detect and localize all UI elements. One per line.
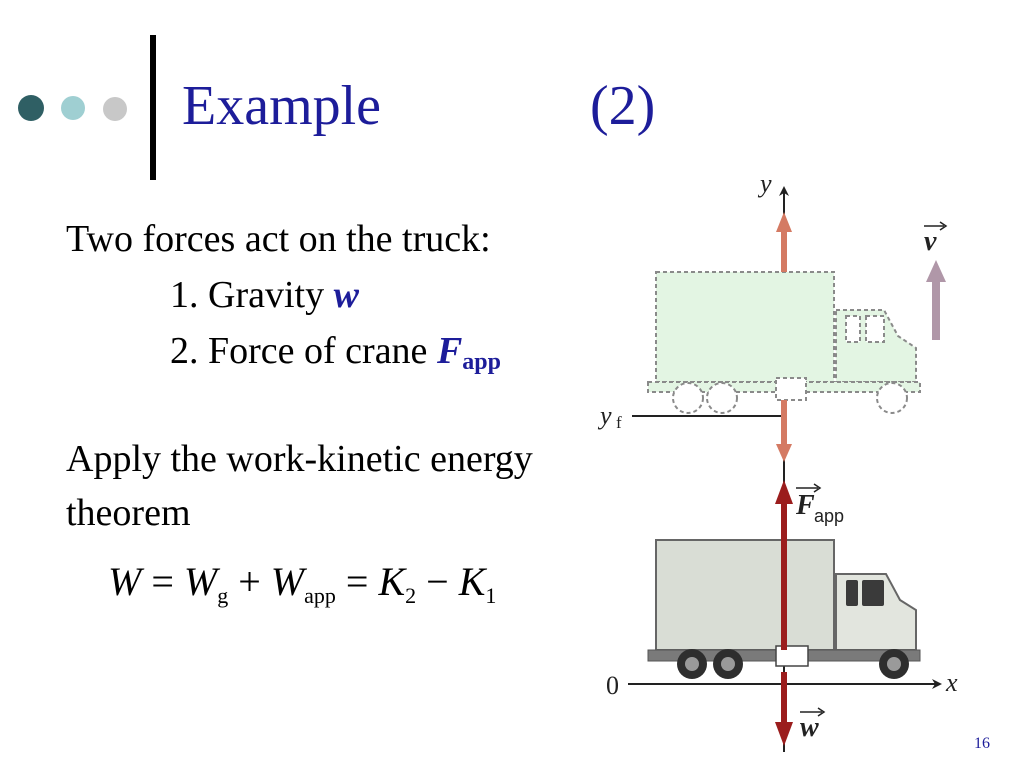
eq-plus: + bbox=[238, 559, 261, 604]
slide-title: Example bbox=[182, 75, 382, 137]
page-number: 16 bbox=[974, 735, 990, 752]
slide-title-number: (2) bbox=[590, 75, 656, 137]
y-axis-label: y bbox=[760, 169, 772, 198]
eq-gravity-work: W bbox=[183, 559, 218, 604]
yf-label: y bbox=[600, 401, 612, 430]
eq-g-subscript: g bbox=[217, 583, 229, 608]
applied-force-label: F bbox=[796, 490, 815, 521]
final-weight-arrow-head bbox=[776, 444, 792, 462]
eq-1-subscript: 1 bbox=[485, 583, 497, 608]
origin-label: 0 bbox=[606, 671, 619, 700]
apply-text-line2: theorem bbox=[66, 492, 191, 534]
applied-force-arrow-head bbox=[775, 480, 793, 504]
applied-force-subscript: app bbox=[814, 506, 845, 526]
eq-minus: − bbox=[426, 559, 449, 604]
eq-equals-2: = bbox=[345, 559, 369, 604]
gravity-symbol: w bbox=[333, 274, 359, 316]
eq-applied-work: W bbox=[270, 559, 305, 604]
apply-text-line1: Apply the work-kinetic energy bbox=[66, 438, 533, 480]
final-force-arrow-up-head bbox=[776, 212, 792, 232]
eq-2-subscript: 2 bbox=[405, 583, 417, 608]
yf-subscript: f bbox=[616, 413, 622, 432]
weight-label: w bbox=[800, 712, 819, 743]
eq-final-kinetic: K bbox=[378, 559, 406, 604]
list-item-crane-label: 2. Force of crane bbox=[170, 330, 437, 372]
truck-final-position bbox=[648, 272, 920, 413]
intro-text: Two forces act on the truck: bbox=[66, 218, 491, 260]
weight-arrow-head bbox=[775, 722, 793, 746]
x-axis-label: x bbox=[946, 668, 958, 697]
eq-equals-1: = bbox=[151, 559, 174, 604]
eq-total-work: W bbox=[108, 559, 142, 604]
eq-initial-kinetic: K bbox=[458, 559, 486, 604]
velocity-label: v bbox=[924, 226, 937, 257]
crane-force-symbol: F bbox=[436, 330, 463, 372]
eq-app-subscript: app bbox=[304, 583, 336, 608]
list-item-gravity-label: 1. Gravity bbox=[170, 274, 334, 316]
velocity-arrow-head bbox=[926, 260, 946, 282]
crane-force-subscript: app bbox=[462, 349, 501, 375]
